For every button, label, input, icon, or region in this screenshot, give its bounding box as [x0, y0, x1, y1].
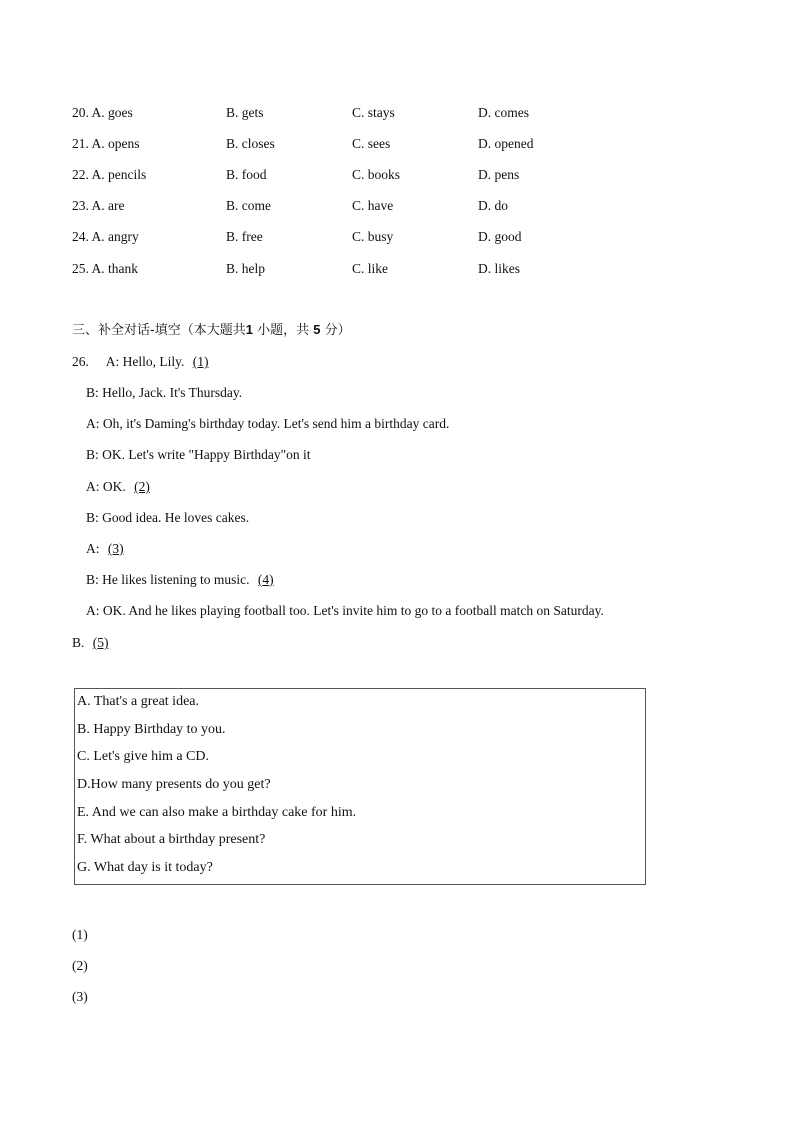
- answer-3[interactable]: (3): [72, 989, 88, 1004]
- dialogue-line-8: B: He likes listening to music. (4): [86, 572, 278, 588]
- mc-option-b: B. food: [226, 167, 267, 182]
- dialogue-line-5: A: OK. (2): [86, 479, 154, 495]
- dialogue-line-3: A: Oh, it's Daming's birthday today. Let's send him a birthday card.: [86, 416, 450, 431]
- dialogue-line-7: A: (3): [86, 541, 128, 557]
- blank-5[interactable]: (5): [92, 635, 109, 650]
- mc-option-b: B. help: [226, 261, 265, 276]
- option-d: D.How many presents do you get?: [77, 777, 271, 792]
- mc-num-a: 24. A. angry: [72, 229, 139, 244]
- dialogue-line-1: 26. A: Hello, Lily. (1): [72, 354, 213, 370]
- mc-option-c: C. books: [352, 167, 401, 182]
- mc-num-a: 22. A. pencils: [72, 167, 147, 182]
- mc-option-b: B. free: [226, 229, 263, 244]
- mc-option-d: D. do: [478, 198, 508, 213]
- mc-option-c: C. stays: [352, 105, 395, 120]
- mc-option-c: C. like: [352, 261, 388, 276]
- option-g: G. What day is it today?: [77, 860, 213, 875]
- option-b: B. Happy Birthday to you.: [77, 722, 226, 737]
- mc-option-b: B. closes: [226, 136, 275, 151]
- blank-4[interactable]: (4): [257, 572, 274, 587]
- mc-option-d: D. comes: [478, 105, 529, 120]
- mc-option-d: D. good: [478, 229, 522, 244]
- mc-num-a: 20. A. goes: [72, 105, 133, 120]
- section-heading: 三、补全对话-填空（本大题共1 小题，共 5 分）: [72, 322, 351, 338]
- mc-option-d: D. opened: [478, 136, 534, 151]
- option-c: C. Let's give him a CD.: [77, 749, 210, 764]
- dialogue-line-10: B. (5): [72, 635, 113, 651]
- answer-2[interactable]: (2): [72, 958, 88, 973]
- mc-option-d: D. likes: [478, 261, 520, 276]
- dialogue-line-9: A: OK. And he likes playing football too. Let's invite him to go to a football match on Saturday.: [86, 603, 604, 618]
- answer-1[interactable]: (1): [72, 927, 88, 942]
- mc-num-a: 25. A. thank: [72, 261, 139, 276]
- mc-option-b: B. gets: [226, 105, 264, 120]
- mc-num-a: 21. A. opens: [72, 136, 140, 151]
- dialogue-line-6: B: Good idea. He loves cakes.: [86, 510, 250, 525]
- mc-option-d: D. pens: [478, 167, 520, 182]
- option-f: F. What about a birthday present?: [77, 832, 266, 847]
- option-a: A. That's a great idea.: [77, 694, 199, 709]
- dialogue-line-2: B: Hello, Jack. It's Thursday.: [86, 385, 243, 400]
- mc-option-b: B. come: [226, 198, 271, 213]
- blank-2[interactable]: (2): [134, 479, 150, 494]
- dialogue-line-4: B: OK. Let's write "Happy Birthday"on it: [86, 447, 311, 462]
- blank-3[interactable]: (3): [107, 541, 124, 556]
- option-e: E. And we can also make a birthday cake for him.: [77, 805, 357, 820]
- mc-num-a: 23. A. are: [72, 198, 125, 213]
- mc-option-c: C. sees: [352, 136, 391, 151]
- mc-option-c: C. have: [352, 198, 394, 213]
- blank-1[interactable]: (1): [192, 354, 209, 369]
- mc-option-c: C. busy: [352, 229, 394, 244]
- options-box: [74, 688, 646, 885]
